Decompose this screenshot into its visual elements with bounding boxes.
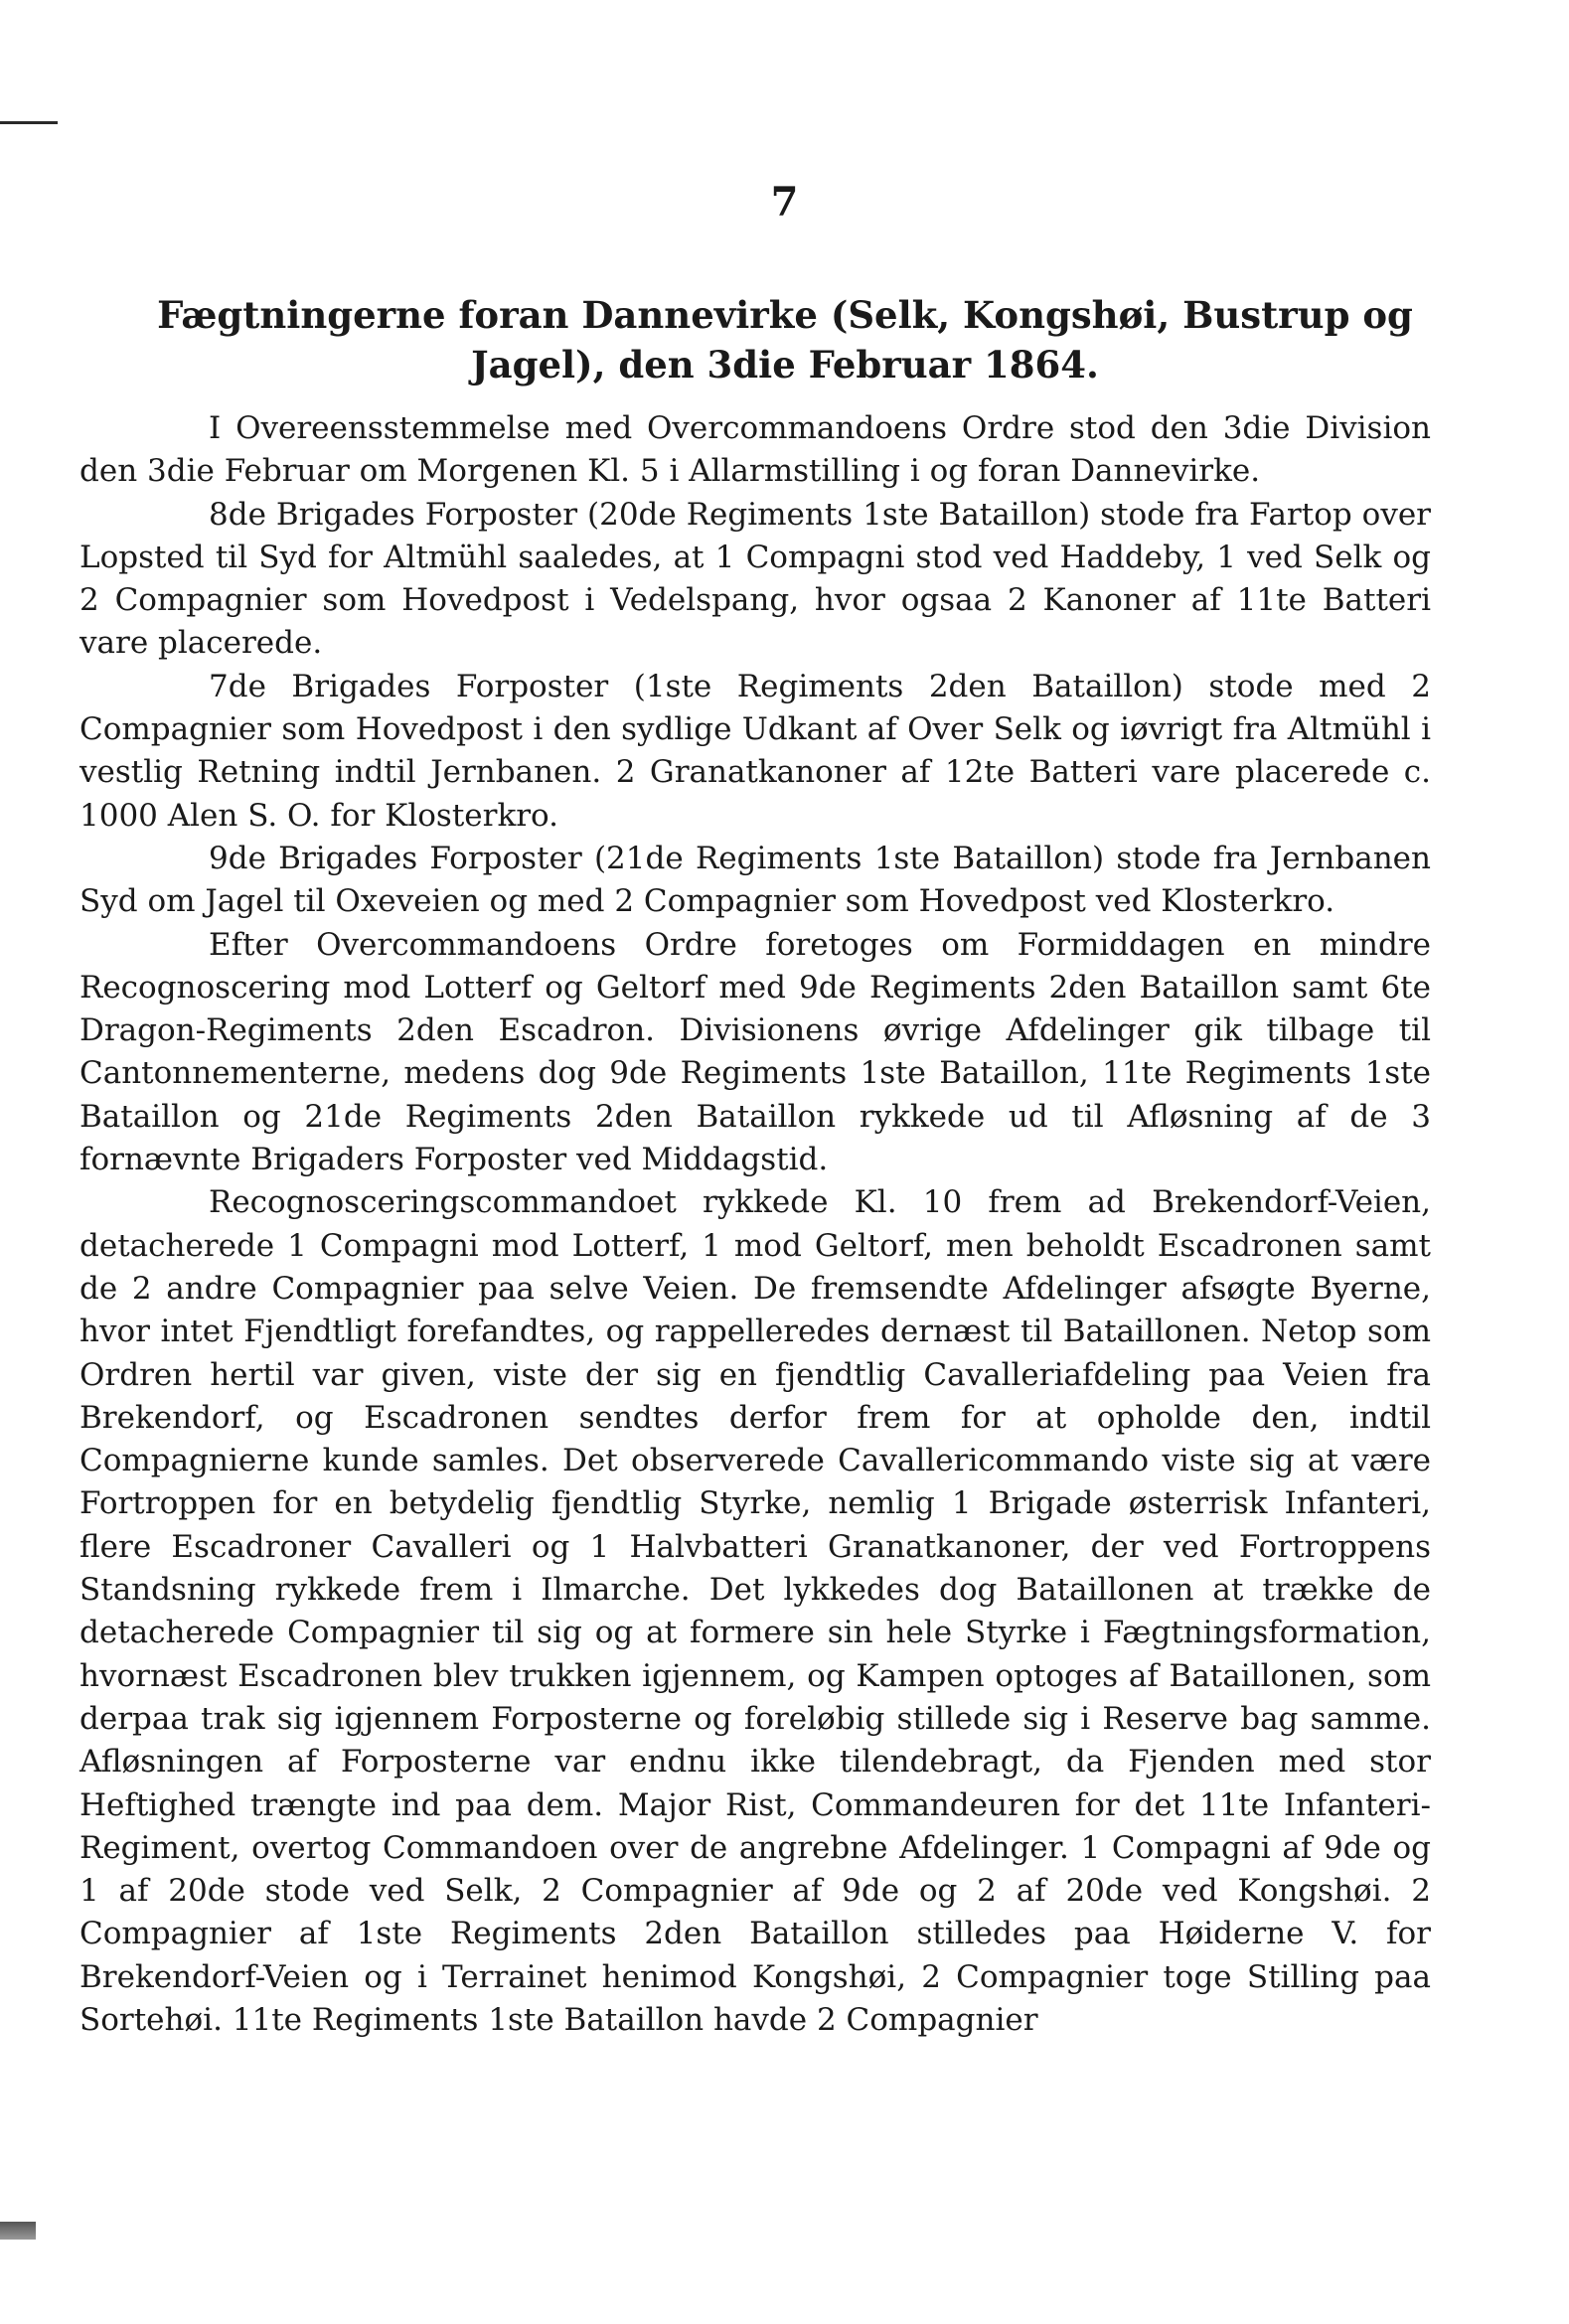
paragraph: Efter Overcommandoens Ordre foretoges om Formiddagen en mindre Recognoscering mod Lotterf og Geltorf med 9de Regiments 2den Bataillon samt 6te Dragon-Regiments 2den Escadron. Divisionens øvrige Afdelinger gik tilbage til Cantonnementerne, medens dog 9de Regiments 1ste Bataillon, 11te Regiments 1ste Bataillon og 21de Regiments 2den Bataillon rykkede ud til Afløsning af de 3 fornævnte Brigaders Forposter ved Middagstid.	[79, 926, 1431, 1178]
body-text	[79, 407, 1431, 2042]
section-heading: Fægtningerne foran Dannevirke (Selk, Kongshøi, Bustrup og Jagel), den 3die Februar 1864.	[157, 293, 1413, 387]
paragraph: 8de Brigades Forposter (20de Regiments 1ste Bataillon) stode fra Fartop over Lopsted til Syd for Altmühl saaledes, at 1 Compagni stod ved Haddeby, 1 ved Selk og 2 Compagnier som Hovedpost i Vedelspang, hvor ogsaa 2 Kanoner af 11te Batteri vare placerede.	[79, 496, 1431, 662]
paragraph: Recognosceringscommandoet rykkede Kl. 10 frem ad Brekendorf-Veien, detacherede 1 Compagni mod Lotterf, 1 mod Geltorf, men beholdt Escadronen samt de 2 andre Compagnier paa selve Veien. De fremsendte Afdelinger afsøgte Byerne, hvor intet Fjendtligt forefandtes, og rappelleredes dernæst til Bataillonen. Netop som Ordren hertil var given, viste der sig en fjendtlig Cavalleriafdeling paa Veien fra Brekendorf, og Escadronen sendtes derfor frem for at opholde den, indtil Compagnierne kunde samles. Det observerede Cavallericommando viste sig at være Fortroppen for en betydelig fjendtlig Styrke, nemlig 1 Brigade østerrisk Infanteri, flere Escadroner Cavalleri og 1 Halvbatteri Granatkanoner, der ved Fortroppens Standsning rykkede frem i Ilmarche. Det lykkedes dog Bataillonen at trække de detacherede Compagnier til sig og at formere sin hele Styrke i Fægtningsformation, hvornæst Escadronen blev trukken igjennem, og Kampen optoges af Bataillonen, som derpaa trak sig igjennem Forposterne og foreløbig stillede sig i Reserve bag samme. Afløsningen af Forposterne var endnu ikke tilendebragt, da Fjenden med stor Heftighed trængte ind paa dem. Major Rist, Commandeuren for det 11te Infanteri-Regiment, overtog Commandoen over de angrebne Afdelinger. 1 Compagni af 9de og 1 af 20de stode ved Selk, 2 Compagnier af 9de og 2 af 20de ved Kongshøi. 2 Compagnier af 1ste Regiments 2den Bataillon stilledes paa Høiderne V. for Brekendorf-Veien og i Terrainet henimod Kongshøi, 2 Compagnier toge Stilling paa Sortehøi. 11te Regiments 1ste Bataillon havde 2 Compagnier	[79, 1184, 1431, 2038]
paragraph: I Overeensstemmelse med Overcommandoens Ordre stod den 3die Division den 3die Februar om Morgenen Kl. 5 i Allarmstilling i og foran Dannevirke.	[79, 410, 1431, 490]
paragraph: 7de Brigades Forposter (1ste Regiments 2den Bataillon) stode med 2 Compagnier som Hovedpost i den sydlige Udkant af Over Selk og iøvrigt fra Altmühl i vestlig Retning indtil Jernbanen. 2 Granatkanoner af 12te Batteri vare placerede c. 1000 Alen S. O. for Klosterkro.	[79, 668, 1431, 834]
scan-edge-mark	[0, 121, 58, 124]
scan-edge-mark-bottom	[0, 2222, 36, 2240]
paragraph: 9de Brigades Forposter (21de Regiments 1ste Bataillon) stode fra Jernbanen Syd om Jagel til Oxeveien og med 2 Compagnier som Hovedpost ved Klosterkro.	[79, 840, 1431, 920]
page-number: 7	[770, 179, 799, 226]
